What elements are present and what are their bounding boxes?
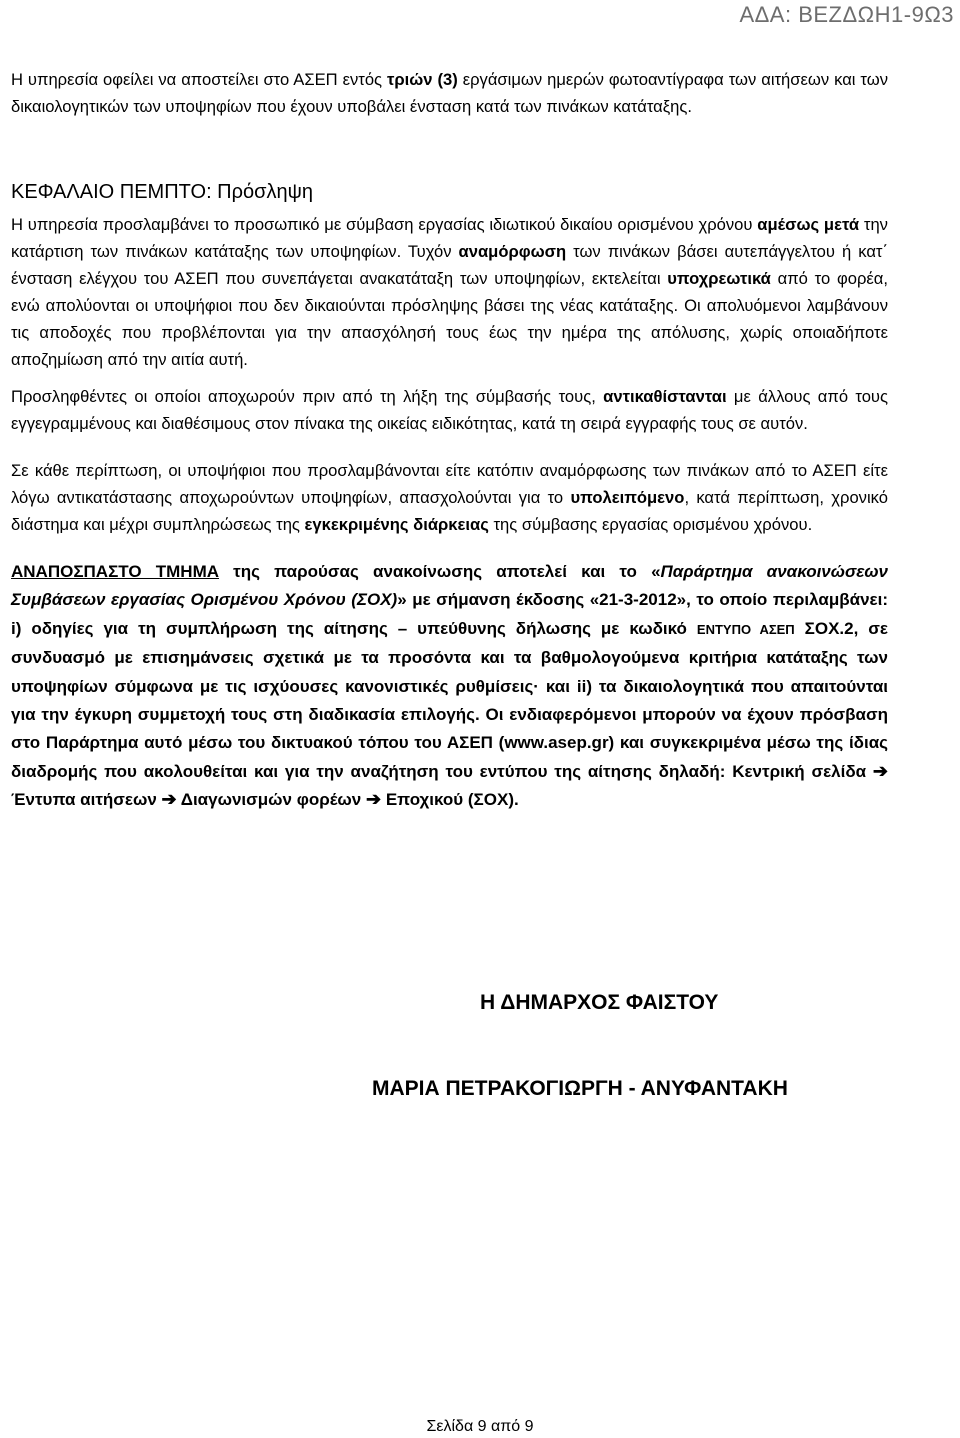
path-forms: Έντυπα αιτήσεων (11, 790, 157, 810)
arrow-right-icon: ➔ (365, 789, 382, 810)
arrow-right-icon: ➔ (161, 789, 177, 810)
duration-paragraph: Σε κάθε περίπτωση, οι υποψήφιοι που προσλαμβάνονται είτε κατόπιν αναμόρφωσης των πινάκων από το ΑΣΕΠ είτε λόγω αντικατάστασης αποχωρούντων υποψηφίων, απασχολούνται για το υπολειπόμενο, κατά περίπτωση, χρονικό διάστημα και μέχρι συμπληρώσεως της εγκεκριμένης διάρκειας της σύμβασης εργασίας ορισμένου χρόνου. (11, 461, 888, 534)
path-seasonal: Εποχικού (ΣΟΧ). (385, 790, 519, 810)
page-number: Σελίδα 9 από 9 (426, 1418, 534, 1435)
document-body (11, 66, 888, 815)
hiring-paragraph: Η υπηρεσία προσλαμβάνει το προσωπικό με σύμβαση εργασίας ιδιωτικού δικαίου ορισμένου χρόνου αμέσως μετά την κατάρτιση των πινάκων κατάταξης των υποψηφίων. Τυχόν αναμόρφωση των πινάκων βάσει αυτεπάγγελτου ή κατ΄ ένσταση ελέγχου του ΑΣΕΠ που συνεπάγεται ανακατάταξη των υποψηφίων, εκτελείται υποχρεωτικά από το φορέα, ενώ απολύονται οι υποψήφιοι που δεν δικαιούνται πρόσληψης βάσει της νέας κατάταξης. Οι απολυόμενοι λαμβάνουν τις αποδοχές που προβλέπονται για την απασχόλησή τους έως την ημέρα της απόλυσης, χωρίς οποιαδήποτε αποζημίωση από την αιτία αυτή. (11, 215, 889, 369)
signature-name: ΜΑΡΙΑ ΠΕΤΡΑΚΟΓΙΩΡΓΗ - ΑΝΥΦΑΝΤΑΚΗ (372, 1077, 788, 1100)
ada-code: ΑΔΑ: ΒΕΖΔΩΗ1-9Ω3 (739, 2, 954, 27)
replacement-paragraph: Προσληφθέντες οι οποίοι αποχωρούν πριν από τη λήξη της σύμβασής τους, αντικαθίστανται με άλλους από τους εγγεγραμμένους και διαθέσιμους στον πίνακα της οικείας ειδικότητας, κατά τη σειρά εγγραφής τους σε αυτόν. (11, 387, 889, 433)
form-code: ΕΝΤΥΠΟ ΑΣΕΠ (696, 621, 795, 637)
chapter-title: ΚΕΦΑΛΑΙΟ ΠΕΜΠΤΟ: Πρόσληψη (11, 181, 313, 203)
annex-title: Παράρτημα ανακοινώσεων Συμβάσεων εργασίας Ορισμένου Χρόνου (ΣΟΧ) (11, 562, 889, 610)
signature-title: Η ΔΗΜΑΡΧΟΣ ΦΑΙΣΤΟΥ (480, 991, 719, 1014)
path-home: Κεντρική σελίδα (732, 761, 867, 781)
annex-paragraph: ΑΝΑΠΟΣΠΑΣΤΟ ΤΜΗΜΑ της παρούσας ανακοίνωσης αποτελεί και το «Παράρτημα ανακοινώσεων Συμβάσεων εργασίας Ορισμένου Χρόνου (ΣΟΧ)» με σήμανση έκδοσης «21-3-2012», το οποίο περιλαμβάνει: i) οδηγίες για τη συμπλήρωση της αίτησης – υπεύθυνης δήλωσης με κωδικό ΕΝΤΥΠΟ ΑΣΕΠ ΣΟΧ.2, σε συνδυασμό με επισημάνσεις σχετικά με τα προσόντα και τα βαθμολογούμενα κριτήρια κατάταξης των υποψηφίων σύμφωνα με τις ισχύουσες κανονιστικές ρυθμίσεις· και ii) τα δικαιολογητικά που απαιτούνται για την έγκυρη συμμετοχή τους στη διαδικασία επιλογής. Οι ενδιαφερόμενοι μπορούν να έχουν πρόσβαση στο Παράρτημα αυτό μέσω του δικτυακού τόπου του ΑΣΕΠ (www.asep.gr) και συγκεκριμένα μέσω της ίδιας διαδρομής που ακολουθείται και για την αναζήτηση του εντύπου της αίτησης δηλαδή: Κεντρική σελίδα ➔ Έντυπα αιτήσεων ➔ Διαγωνισμών φορέων ➔ Εποχικού (ΣΟΧ). (11, 562, 889, 810)
annex-label: ΑΝΑΠΟΣΠΑΣΤΟ ΤΜΗΜΑ (11, 562, 220, 581)
arrow-right-icon: ➔ (872, 760, 888, 781)
path-contests: Διαγωνισμών φορέων (180, 790, 362, 810)
intro-paragraph: Η υπηρεσία οφείλει να αποστείλει στο ΑΣΕΠ εντός τριών (3) εργάσιμων ημερών φωτοαντίγραφα των αιτήσεων και των δικαιολογητικών των υποψηφίων που έχουν υποβάλει ένσταση κατά των πινάκων κατάταξης. (11, 70, 889, 116)
